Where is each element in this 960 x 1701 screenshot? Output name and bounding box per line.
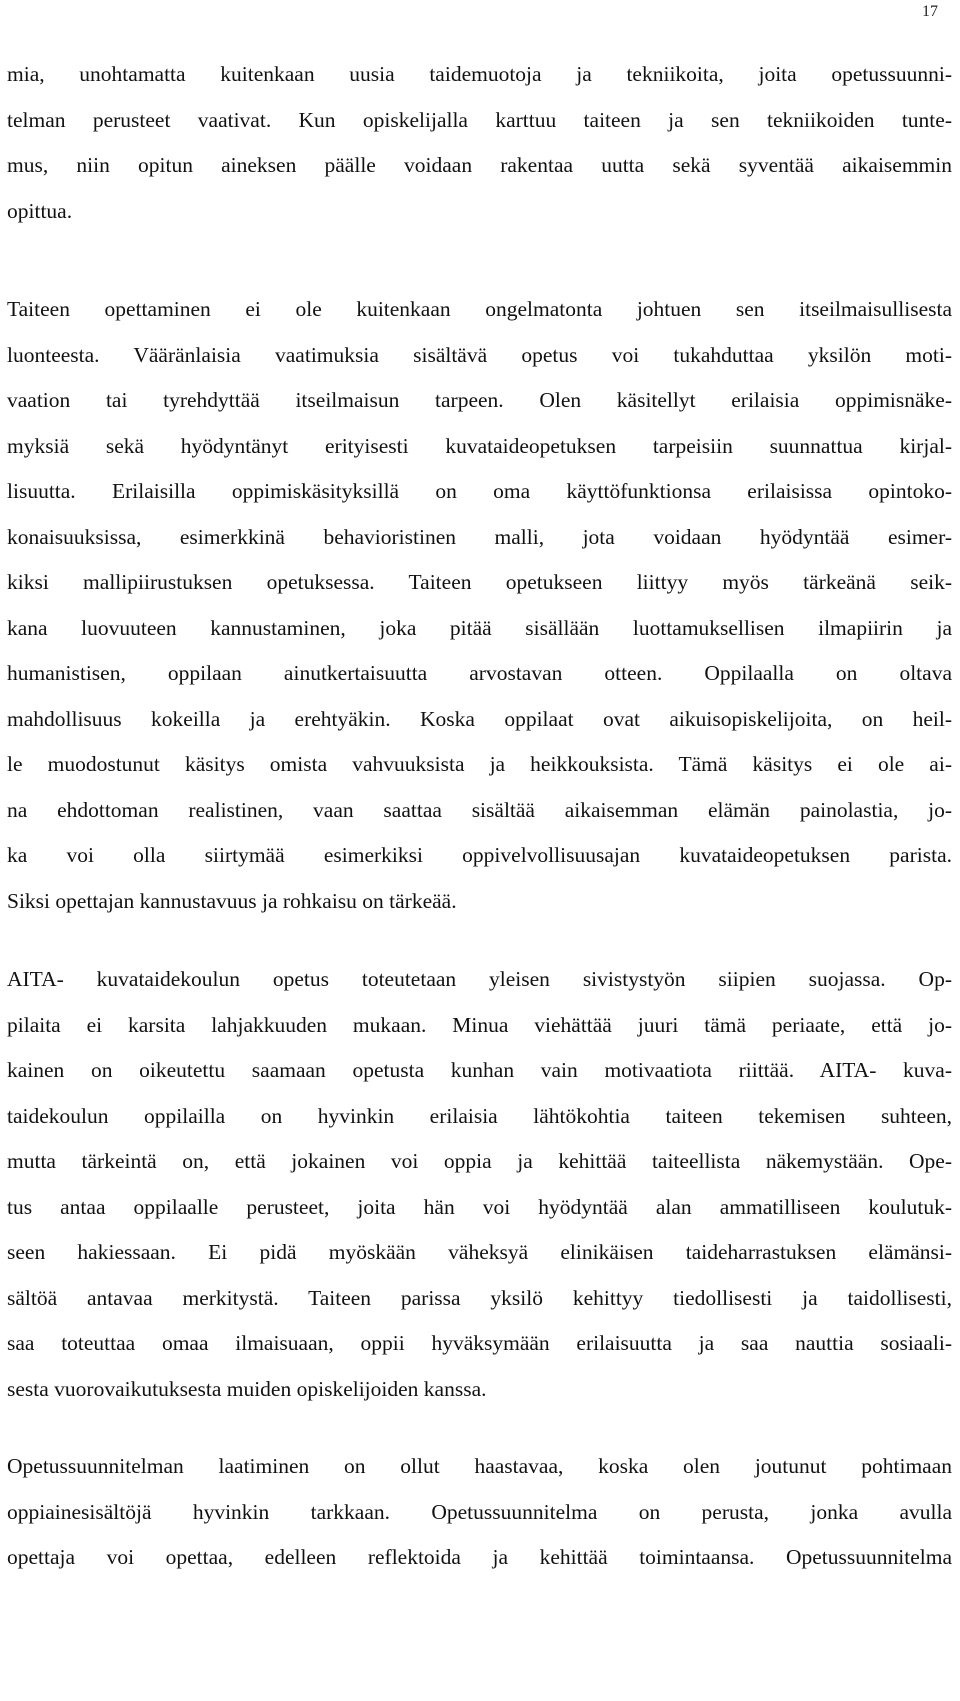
paragraph-2 (7, 287, 952, 924)
text-line: opettaja voi opettaa, edelleen reflektoida ja kehittää toimintaansa. Opetussuunnitelma (7, 1545, 952, 1569)
text-line: AITA- kuvataidekoulun opetus toteutetaan yleisen sivistystyön siipien suojassa. Op- (7, 967, 952, 991)
text-line: taidekoulun oppilailla on hyvinkin erilaisia lähtökohtia taiteen tekemisen suhteen, (7, 1103, 952, 1128)
text-line: le muodostunut käsitys omista vahvuuksista ja heikkouksista. Tämä käsitys ei ole ai- (7, 752, 952, 776)
text-line: konaisuuksissa, esimerkkinä behavioristinen malli, jota voidaan hyödyntää esimer- (7, 524, 952, 549)
text-line: humanistisen, oppilaan ainutkertaisuutta arvostavan otteen. Oppilaalla on oltava (7, 661, 952, 685)
text-line: kiksi mallipiirustuksen opetuksessa. Taiteen opetukseen liittyy myös tärkeänä seik- (7, 570, 952, 594)
text-line: tus antaa oppilaalle perusteet, joita hän voi hyödyntää alan ammatilliseen koulutuk- (7, 1194, 952, 1219)
text-line: myksiä sekä hyödyntänyt erityisesti kuvataideopetuksen tarpeisiin suunnattua kirjal- (7, 433, 952, 458)
text-line: Taiteen opettaminen ei ole kuitenkaan ongelmatonta johtuen sen itseilmaisullisesta (7, 297, 952, 321)
text-line: luonteesta. Vääränlaisia vaatimuksia sisältävä opetus voi tukahduttaa yksilön moti- (7, 342, 952, 367)
text-line: Opetussuunnitelman laatiminen on ollut haastavaa, koska olen joutunut pohtimaan (7, 1454, 952, 1478)
text-line: mia, unohtamatta kuitenkaan uusia taidemuotoja ja tekniikoita, joita opetussuunni- (7, 62, 952, 86)
text-line: kana luovuuteen kannustaminen, joka pitää sisällään luottamuksellisen ilmapiirin ja (7, 615, 952, 640)
text-line: pilaita ei karsita lahjakkuuden mukaan. Minua viehättää juuri tämä periaate, että jo- (7, 1012, 952, 1037)
text-line: na ehdottoman realistinen, vaan saattaa sisältää aikaisemman elämän painolastia, jo- (7, 797, 952, 822)
text-line: seen hakiessaan. Ei pidä myöskään väheksyä elinikäisen taideharrastuksen elämänsi- (7, 1240, 952, 1264)
paragraph-3 (7, 957, 952, 1412)
text-line: mutta tärkeintä on, että jokainen voi oppia ja kehittää taiteellista näkemystään. Ope- (7, 1149, 952, 1173)
text-line: kainen on oikeutettu saamaan opetusta kunhan vain motivaatiota riittää. AITA- kuva- (7, 1058, 952, 1082)
text-line: oppiainesisältöjä hyvinkin tarkkaan. Opetussuunnitelma on perusta, jonka avulla (7, 1499, 952, 1524)
text-line: opittua. (7, 198, 73, 223)
text-line: vaation tai tyrehdyttää itseilmaisun tarpeen. Olen käsitellyt erilaisia oppimisnäke- (7, 388, 952, 412)
text-line: sesta vuorovaikutuksesta muiden opiskelijoiden kanssa. (7, 1376, 487, 1401)
page-number: 17 (922, 3, 938, 20)
paragraph-4 (7, 1444, 952, 1581)
text-line: sältöä antavaa merkitystä. Taiteen parissa yksilö kehittyy tiedollisesti ja taidollisesti, (7, 1285, 952, 1310)
text-line: lisuutta. Erilaisilla oppimiskäsityksillä on oma käyttöfunktionsa erilaisissa opintoko- (7, 479, 952, 503)
text-line: Siksi opettajan kannustavuus ja rohkaisu on tärkeää. (7, 888, 457, 913)
text-line: saa toteuttaa omaa ilmaisuaan, oppii hyväksymään erilaisuutta ja saa nauttia sosiaali- (7, 1331, 952, 1355)
text-line: ka voi olla siirtymää esimerkiksi oppivelvollisuusajan kuvataideopetuksen parista. (7, 843, 952, 867)
text-line: mus, niin opitun aineksen päälle voidaan rakentaa uutta sekä syventää aikaisemmin (7, 153, 952, 177)
text-line: mahdollisuus kokeilla ja erehtyäkin. Koska oppilaat ovat aikuisopiskelijoita, on heil- (7, 706, 952, 731)
text-line: telman perusteet vaativat. Kun opiskelijalla karttuu taiteen ja sen tekniikoiden tunte- (7, 107, 952, 132)
paragraph-1 (7, 52, 952, 234)
